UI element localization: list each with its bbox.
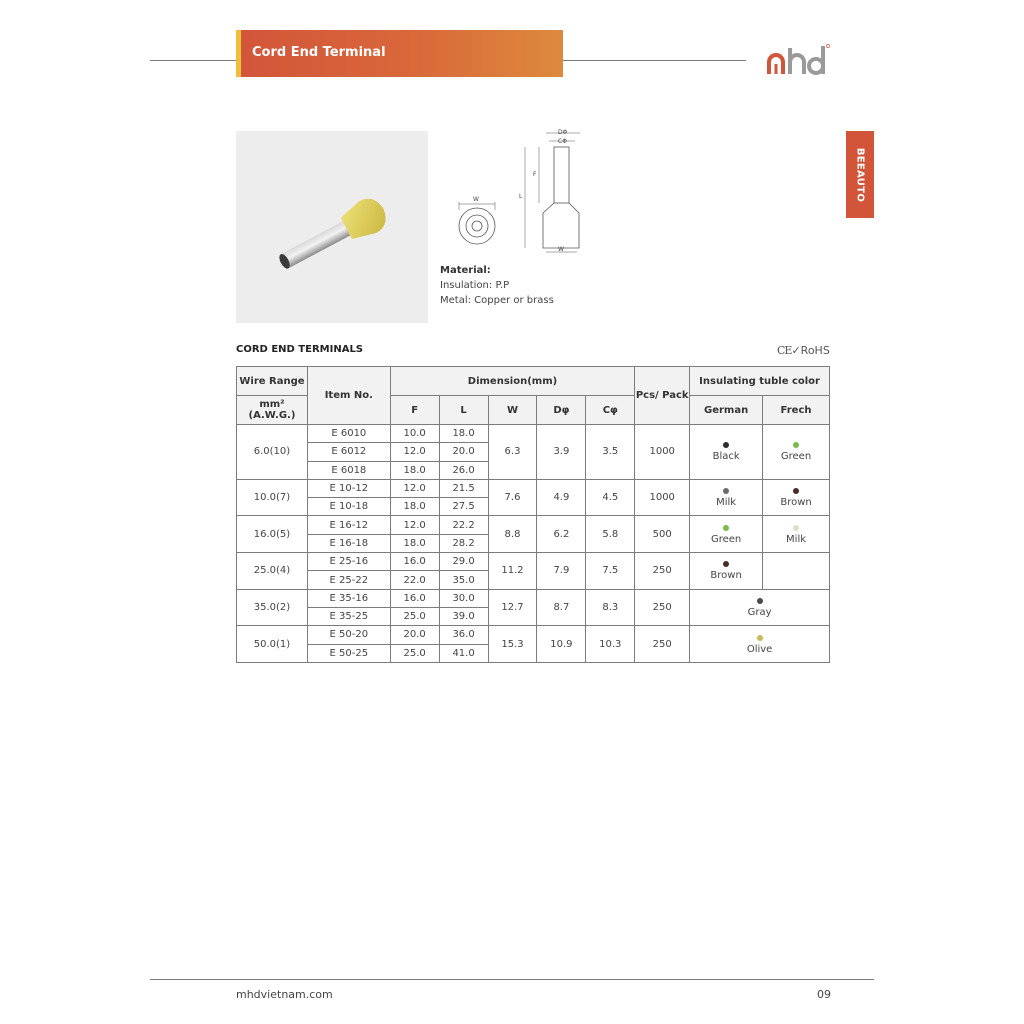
french-color-cell xyxy=(763,479,830,516)
ce-mark-icon: CE xyxy=(777,344,792,357)
c-phi-cell: 7.5 xyxy=(586,553,635,590)
title-banner xyxy=(236,30,563,77)
l-cell: 36.0 xyxy=(439,626,488,644)
f-cell: 12.0 xyxy=(390,443,439,461)
l-cell: 35.0 xyxy=(439,571,488,589)
c-phi-cell: 8.3 xyxy=(586,589,635,626)
header-french: Frech xyxy=(763,396,830,425)
combined-color-cell xyxy=(690,626,830,663)
german-color-cell xyxy=(690,553,763,590)
w-cell: 6.3 xyxy=(488,425,537,480)
header-c-phi: Cφ xyxy=(586,396,635,425)
wire-range-cell: 6.0(10) xyxy=(237,425,308,480)
diagram-label-w-top: W xyxy=(473,196,479,203)
item-no-cell: E 6012 xyxy=(307,443,390,461)
side-tab xyxy=(846,131,874,218)
w-cell: 11.2 xyxy=(488,553,537,590)
footer-rule xyxy=(150,979,874,980)
page-number: 09 xyxy=(817,988,831,1001)
check-icon: ✓ xyxy=(791,344,801,357)
color-dot-icon xyxy=(793,525,799,531)
wire-range-cell: 10.0(7) xyxy=(237,479,308,516)
item-no-cell: E 50-25 xyxy=(307,644,390,662)
item-no-cell: E 50-20 xyxy=(307,626,390,644)
diagram-label-l: L xyxy=(519,193,523,200)
cord-end-terminal-image xyxy=(236,131,428,323)
wire-range-cell: 25.0(4) xyxy=(237,553,308,590)
color-name: Milk xyxy=(786,533,807,545)
header-d-phi: Dφ xyxy=(537,396,586,425)
footer-website: mhdvietnam.com xyxy=(236,988,333,1001)
f-cell: 16.0 xyxy=(390,553,439,571)
header-w: W xyxy=(488,396,537,425)
c-phi-cell: 4.5 xyxy=(586,479,635,516)
w-cell: 12.7 xyxy=(488,589,537,626)
f-cell: 12.0 xyxy=(390,479,439,497)
header-f: F xyxy=(390,396,439,425)
header-l: L xyxy=(439,396,488,425)
c-phi-cell: 10.3 xyxy=(586,626,635,663)
l-cell: 41.0 xyxy=(439,644,488,662)
item-no-cell: E 35-16 xyxy=(307,589,390,607)
l-cell: 29.0 xyxy=(439,553,488,571)
f-cell: 12.0 xyxy=(390,516,439,534)
table-row xyxy=(237,553,830,571)
pcs-cell: 1000 xyxy=(635,479,690,516)
color-name: Black xyxy=(712,451,740,463)
d-phi-cell: 10.9 xyxy=(537,626,586,663)
german-color-cell xyxy=(690,479,763,516)
product-photo xyxy=(236,131,428,323)
table-row xyxy=(237,516,830,534)
color-dot-icon xyxy=(793,488,799,494)
page-title: Cord End Terminal xyxy=(252,45,386,60)
brand-logo xyxy=(766,42,830,76)
table-row xyxy=(237,626,830,644)
f-cell: 20.0 xyxy=(390,626,439,644)
mhd-logo-icon xyxy=(766,42,830,76)
item-no-cell: E 25-22 xyxy=(307,571,390,589)
diagram-label-f: F xyxy=(533,171,537,178)
w-cell: 8.8 xyxy=(488,516,537,553)
color-dot-icon xyxy=(757,635,763,641)
f-cell: 22.0 xyxy=(390,571,439,589)
diagram-label-d-phi: DΦ xyxy=(558,129,568,136)
header-wire-range: Wire Range xyxy=(237,367,308,396)
section-title: CORD END TERMINALS xyxy=(236,344,364,355)
f-cell: 25.0 xyxy=(390,644,439,662)
header-german: German xyxy=(690,396,763,425)
color-dot-icon xyxy=(793,442,799,448)
combined-color-cell xyxy=(690,589,830,626)
color-name: Green xyxy=(780,451,812,463)
f-cell: 18.0 xyxy=(390,534,439,552)
d-phi-cell: 4.9 xyxy=(537,479,586,516)
french-color-cell-empty xyxy=(763,553,830,590)
table-row xyxy=(237,479,830,497)
pcs-cell: 250 xyxy=(635,553,690,590)
color-dot-icon xyxy=(723,442,729,448)
item-no-cell: E 10-12 xyxy=(307,479,390,497)
side-tab-label: BEEAUTO xyxy=(854,147,866,202)
l-cell: 27.5 xyxy=(439,498,488,516)
header-wire-unit: mm² (A.W.G.) xyxy=(237,396,308,425)
banner-accent-bar xyxy=(236,30,241,77)
l-cell: 39.0 xyxy=(439,607,488,625)
pcs-cell: 250 xyxy=(635,626,690,663)
table-row xyxy=(237,589,830,607)
l-cell: 30.0 xyxy=(439,589,488,607)
material-metal: Metal: Copper or brass xyxy=(440,295,554,306)
pcs-cell: 1000 xyxy=(635,425,690,480)
wire-range-cell: 16.0(5) xyxy=(237,516,308,553)
color-name: Olive xyxy=(746,643,773,655)
material-insulation: Insulation: P.P xyxy=(440,280,510,291)
item-no-cell: E 6010 xyxy=(307,425,390,443)
c-phi-cell: 3.5 xyxy=(586,425,635,480)
color-name: Milk xyxy=(716,497,737,509)
wire-range-cell: 35.0(2) xyxy=(237,589,308,626)
color-dot-icon xyxy=(723,561,729,567)
item-no-cell: E 16-12 xyxy=(307,516,390,534)
l-cell: 26.0 xyxy=(439,461,488,479)
wire-range-cell: 50.0(1) xyxy=(237,626,308,663)
l-cell: 21.5 xyxy=(439,479,488,497)
item-no-cell: E 6018 xyxy=(307,461,390,479)
table-row xyxy=(237,425,830,443)
l-cell: 28.2 xyxy=(439,534,488,552)
d-phi-cell: 7.9 xyxy=(537,553,586,590)
f-cell: 18.0 xyxy=(390,498,439,516)
spec-table xyxy=(236,366,830,663)
d-phi-cell: 8.7 xyxy=(537,589,586,626)
material-info xyxy=(440,263,554,308)
w-cell: 15.3 xyxy=(488,626,537,663)
terminal-dimension-drawing xyxy=(455,128,585,258)
item-no-cell: E 25-16 xyxy=(307,553,390,571)
french-color-cell xyxy=(763,425,830,480)
diagram-label-c-phi: CΦ xyxy=(558,138,567,145)
f-cell: 10.0 xyxy=(390,425,439,443)
d-phi-cell: 3.9 xyxy=(537,425,586,480)
header-insulating-color: Insulating tuble color xyxy=(690,367,830,396)
w-cell: 7.6 xyxy=(488,479,537,516)
f-cell: 18.0 xyxy=(390,461,439,479)
pcs-cell: 500 xyxy=(635,516,690,553)
l-cell: 18.0 xyxy=(439,425,488,443)
pcs-cell: 250 xyxy=(635,589,690,626)
color-dot-icon xyxy=(757,598,763,604)
d-phi-cell: 6.2 xyxy=(537,516,586,553)
header-rule-left xyxy=(150,60,236,61)
german-color-cell xyxy=(690,425,763,480)
l-cell: 20.0 xyxy=(439,443,488,461)
header-item-no: Item No. xyxy=(307,367,390,425)
l-cell: 22.2 xyxy=(439,516,488,534)
item-no-cell: E 35-25 xyxy=(307,607,390,625)
color-dot-icon xyxy=(723,525,729,531)
color-name: Gray xyxy=(747,606,772,618)
color-name: Green xyxy=(710,533,742,545)
color-dot-icon xyxy=(723,488,729,494)
french-color-cell xyxy=(763,516,830,553)
diagram-label-w-bottom: W xyxy=(558,246,564,253)
rohs-mark: RoHS xyxy=(800,344,830,357)
dimension-diagram xyxy=(455,128,585,258)
color-name: Brown xyxy=(780,497,812,509)
header-dimension: Dimension(mm) xyxy=(390,367,635,396)
material-title: Material: xyxy=(440,265,491,276)
item-no-cell: E 10-18 xyxy=(307,498,390,516)
german-color-cell xyxy=(690,516,763,553)
color-name: Brown xyxy=(710,570,742,582)
c-phi-cell: 5.8 xyxy=(586,516,635,553)
f-cell: 16.0 xyxy=(390,589,439,607)
header-rule-right xyxy=(563,60,746,61)
certification-marks xyxy=(777,344,830,357)
f-cell: 25.0 xyxy=(390,607,439,625)
header-pcs-pack: Pcs/ Pack xyxy=(635,367,690,425)
item-no-cell: E 16-18 xyxy=(307,534,390,552)
